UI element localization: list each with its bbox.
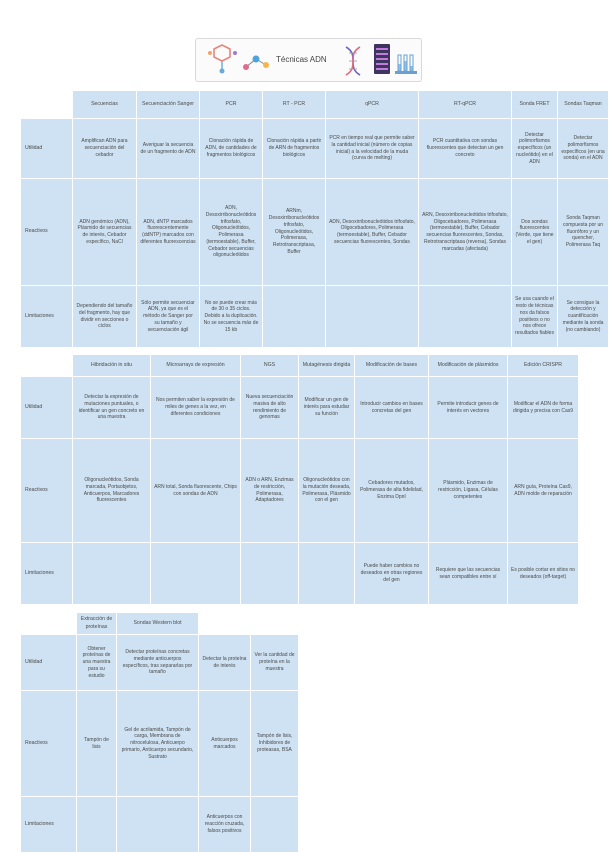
column-header: Secuenciación Sanger	[137, 91, 200, 119]
table-cell: Modificar un gen de interés para estudiar su función	[299, 377, 355, 439]
empty-header	[251, 613, 299, 635]
table-cell: Obtener proteínas de una muestra para su estudio	[77, 635, 117, 691]
table-cell: Requiere que las secuencias sean compatibles entre sí	[429, 543, 508, 605]
table-corner	[21, 613, 77, 635]
table-cell: Introducir cambios en bases concretas del gen	[355, 377, 429, 439]
table-cell: ARN total, Sonda fluorescente, Chips con sondas de ADN	[151, 439, 241, 543]
dna-techniques-table-1	[20, 90, 609, 348]
table-cell: ARN guía, Proteína Cas9, ADN molde de reparación	[508, 439, 579, 543]
test-tubes-icon	[394, 51, 418, 77]
table-cell	[117, 797, 199, 853]
row-label-utilidad: Utilidad	[21, 377, 73, 439]
column-header: Sonda FRET	[512, 91, 558, 119]
table-cell: No se puede crear más de 30 o 35 ciclos. Debido a la duplicación. No se secuencia más de 15 kb	[200, 286, 263, 348]
column-header: Modificación de plásmidos	[429, 355, 508, 377]
table-cell: Dos sondas fluorescentes (Verde, que tiene el gen)	[512, 179, 558, 286]
column-header: Microarrays de expresión	[151, 355, 241, 377]
table-cell	[77, 797, 117, 853]
table-cell: Nueva secuenciación masiva de alto rendimiento de genomas	[241, 377, 299, 439]
column-header: RT-qPCR	[419, 91, 512, 119]
column-header: Edición CRISPR	[508, 355, 579, 377]
column-header: Modificación de bases	[355, 355, 429, 377]
row-label-reactivos: Reactivos	[21, 179, 73, 286]
table-cell: ADN, Desoxirribonucleótidos trifosfato, Oligocebadores, Polimerasa (termoestable), Buffer, Cebador secuencias fluorescentes, Sondas	[326, 179, 419, 286]
table-cell: Modificar el ADN de forma dirigida y precisa con Cas9	[508, 377, 579, 439]
row-label-limitaciones: Limitaciones	[21, 286, 73, 348]
column-header: qPCR	[326, 91, 419, 119]
table-cell: ARN, Desoxirribonucleótidos trifosfato, Oligocebadores, Polimerasa (termoestable), Buffer, Cebador secuencias fluorescentes, Sondas, Retrotranscriptasa (reversa), Sondas marcadas (afectada)	[419, 179, 512, 286]
table-cell	[326, 286, 419, 348]
column-header: Sondas Taqman	[558, 91, 609, 119]
table-cell: PCR en tiempo real que permite saber la cantidad inicial (número de copias inicial) a la velocidad de la muda (curva de melting)	[326, 119, 419, 179]
table-cell: Puede haber cambios no deseados en otras regiones del gen	[355, 543, 429, 605]
table-cell: Detectar polimorfismos específicos (en una sonda) en el ADN	[558, 119, 609, 179]
column-header: Hibridación in situ	[73, 355, 151, 377]
table-cell	[419, 286, 512, 348]
table-cell: Oligonucleótidos, Sonda marcada, Portaobjetos, Anticuerpos, Marcadores fluorescentes	[73, 439, 151, 543]
table-cell: Plásmido, Enzimas de restricción, Ligasa, Células competentes	[429, 439, 508, 543]
table-cell: Detectar polimorfismos específicos (un nucleótido) en el ADN	[512, 119, 558, 179]
column-header: Secuencias	[73, 91, 137, 119]
table-cell: ADN, dNTP marcados fluorescentemente (ddNTP) marcados con diferentes fluorescencias	[137, 179, 200, 286]
table-cell: Tampón de lisis	[77, 691, 117, 797]
table-cell	[73, 543, 151, 605]
dna-techniques-table-2	[20, 354, 579, 605]
column-header: NGS	[241, 355, 299, 377]
row-label-reactivos: Reactivos	[21, 439, 73, 543]
row-label-limitaciones: Limitaciones	[21, 543, 73, 605]
column-header: Mutagénesis dirigida	[299, 355, 355, 377]
table-cell: Detectar la expresión de mutaciones puntuales, o identificar un gen concreto en una muestra	[73, 377, 151, 439]
table-cell: Gel de acrilamida, Tampón de carga, Membrana de nitrocelulosa, Anticuerpo primario, Anticuerpo secundario, Sustrato	[117, 691, 199, 797]
table-cell: Anticuerpos con reacción cruzada, falsos positivos	[199, 797, 251, 853]
table-cell: Cebadores mutados, Polimerasa de alta fidelidad, Enzima DpnI	[355, 439, 429, 543]
table-cell: Permite introducir genes de interés en vectores	[429, 377, 508, 439]
row-label-utilidad: Utilidad	[21, 119, 73, 179]
table-cell: Ver la cantidad de proteína en la muestra	[251, 635, 299, 691]
table-cell: Nos permiten saber la expresión de miles de genes a la vez, en diferentes condiciones	[151, 377, 241, 439]
table-cell: Se usa cuando el resto de técnicas nos da falsos positivos o no nos ofrece resultados fiables	[512, 286, 558, 348]
table-cell: ARNm, Desoxirribonucleótidos trifosfato, Oligonucleótidos, Polimerasa, Retrotranscriptasa, Buffer	[263, 179, 326, 286]
table-cell	[251, 797, 299, 853]
table-cell	[151, 543, 241, 605]
table-cell	[241, 543, 299, 605]
table-cell: PCR cuantitativa con sondas fluorescentes que detectan un gen concreto	[419, 119, 512, 179]
title-banner	[195, 38, 422, 82]
row-label-utilidad: Utilidad	[21, 635, 77, 691]
table-cell: Amplifican ADN para secuenciación del cebador	[73, 119, 137, 179]
table-cell: Tampón de lisis, Inhibidores de proteasas, BSA	[251, 691, 299, 797]
table-cell: Clonación rápida de ADN, de cantidades de fragmentos biológicos	[200, 119, 263, 179]
table-cell	[299, 543, 355, 605]
table-cell: Se consigue la detección y cuantificación mediante la sonda (no cambiando)	[558, 286, 609, 348]
atom-cluster-icon	[242, 49, 272, 75]
row-label-reactivos: Reactivos	[21, 691, 77, 797]
table-cell: Anticuerpos marcados	[199, 691, 251, 797]
gel-electrophoresis-icon	[372, 42, 392, 76]
table-cell: Averiguar la secuencia de un fragmento de ADN	[137, 119, 200, 179]
table-cell: Dependiendo del tamaño del fragmento, hay que dividir en secciones o ciclos	[73, 286, 137, 348]
table-cell: Sólo permite secuenciar ADN, ya que es el método de Sanger por su tamaño y secuenciación ágil	[137, 286, 200, 348]
table-corner	[21, 355, 73, 377]
dna-helix-icon	[341, 45, 365, 77]
column-header: Extracción de proteínas	[77, 613, 117, 635]
column-header: Sondas Western blot	[117, 613, 199, 635]
table-cell	[263, 286, 326, 348]
table-cell: Sonda Taqman compuesta por un fluoróforo y un quencher, Polimerasa Taq	[558, 179, 609, 286]
table-corner	[21, 91, 73, 119]
table-cell: ADN, Desoxirribonucleótidos trifosfato, Oligonucleótidos, Polimerasa (termoestable), Buffer, Cebador secuencias oligonucleótidos	[200, 179, 263, 286]
column-header: PCR	[200, 91, 263, 119]
table-cell: Detectar proteínas concretas mediante anticuerpos específicos, tras separarlas por tamaño	[117, 635, 199, 691]
table-cell: Clonación rápida a partir de ARN de fragmentos biológicos	[263, 119, 326, 179]
table-cell: ADN genómico (ADN), Plásmido de secuencias de interés, Cebador específico, NaCl	[73, 179, 137, 286]
page-title: Técnicas ADN	[276, 55, 327, 64]
row-label-limitaciones: Limitaciones	[21, 797, 77, 853]
molecule-icon	[202, 43, 242, 75]
column-header: RT - PCR	[263, 91, 326, 119]
table-cell: Oligonucleótidos con la mutación deseada, Polimerasa, Plásmido con el gen	[299, 439, 355, 543]
empty-header	[199, 613, 251, 635]
table-cell: Es posible cortar en sitios no deseados (off-target)	[508, 543, 579, 605]
protein-techniques-table	[20, 612, 299, 853]
table-cell: ADN o ARN, Enzimas de restricción, Polimerasa, Adaptadores	[241, 439, 299, 543]
table-cell: Detectar la proteína de interés	[199, 635, 251, 691]
